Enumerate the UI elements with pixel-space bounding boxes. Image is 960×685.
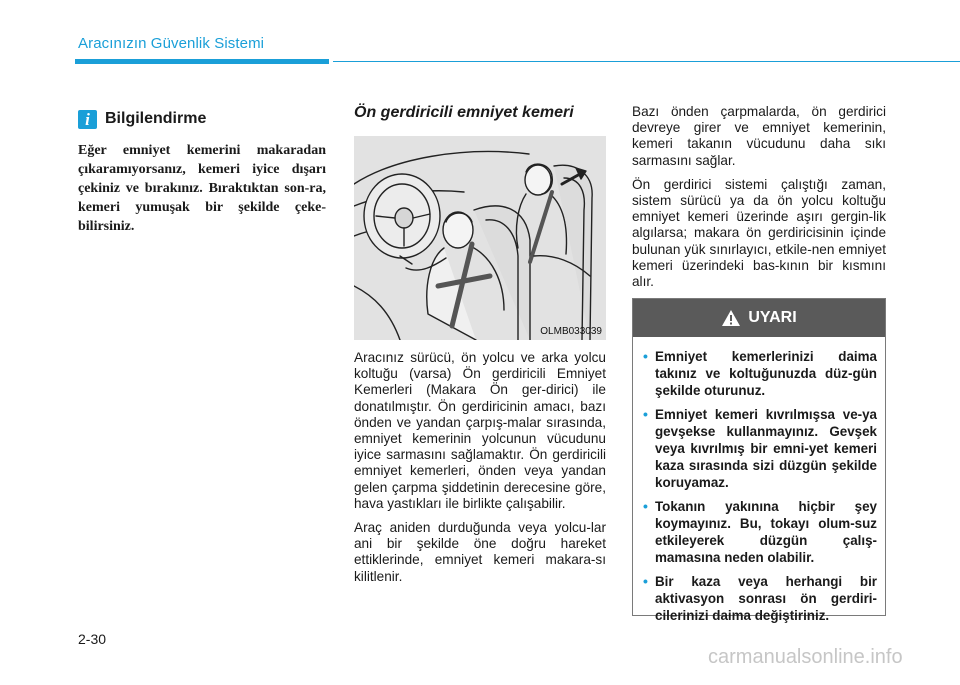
bullet-icon: • [643, 348, 648, 364]
info-note-title: Bilgilendirme [105, 110, 207, 127]
bullet-icon: • [643, 573, 648, 589]
warning-item: • Emniyet kemerlerinizi daima takınız ve koltuğunuzda düz-gün şekilde oturunuz. [643, 348, 877, 398]
watermark: carmanualsonline.info [708, 646, 903, 668]
section-title: Ön gerdiricili emniyet kemeri [354, 104, 574, 121]
info-note-header [78, 108, 326, 130]
info-icon: i [78, 110, 97, 129]
page-number: 2-30 [78, 631, 107, 647]
section-paragraph-2: Araç aniden durduğunda veya yolcu-lar ani bir şekilde öne doğru hareket ettiklerinde, emniyet kemeri makara-sı kilitlenir. [354, 520, 606, 584]
right-paragraph-1: Bazı önden çarpmalarda, ön gerdirici devreye girer ve emniyet kemerinin, kemeri takanın vücudunu daha sıkı sarmasını sağlar. [632, 104, 886, 168]
right-paragraph-2: Ön gerdirici sistemi çalıştığı zaman, sistem sürücü ya da ön yolcu koltuğu emniyet kemeri üzerinde aşırı gergin-lik algılarsa; makara ön gerdiricisinin içinde bulunan yük sınırlayıcı, etkile-nen emniyet kemeri üzerindeki bas-kının bir kısmını alır. [632, 176, 886, 290]
car-interior-drawing [354, 136, 606, 340]
section-paragraph-1: Aracınız sürücü, ön yolcu ve arka yolcu koltuğu (varsa) Ön gerdiricili Emniyet Kemerleri (Makara Ön ger-dirici) ile donatılmıştır. Ön gerdiricinin amacı, bazı önden ve yandan çarpış-malar sırasında, emniyet kemerinin yolcunun vücudunu iyice sarmasını sağlamaktır. Ön gerdiricili emniyet kemerleri, önden veya yandan gelen çarpma şiddetinin derecesine göre, hava yastıkları ile birlikte çalışabilir. [354, 350, 606, 511]
warning-list [633, 337, 885, 624]
warning-triangle-icon [721, 309, 741, 327]
right-column-text [632, 104, 886, 298]
header-rule-thick [75, 59, 329, 64]
seatbelt-illustration [354, 136, 606, 340]
figure-code: OLMB033039 [540, 326, 602, 337]
warning-item: • Bir kaza veya herhangi bir aktivasyon sonrası ön gerdiri-cilerinizi daima değiştiriniz. [643, 573, 877, 623]
bullet-icon: • [643, 406, 648, 422]
warning-item: • Tokanın yakınına hiçbir şey koymayınız. Bu, tokayı olum-suz etkileyerek düzgün çalış-mamasına neden olabilir. [643, 498, 877, 565]
info-note-body: Eğer emniyet kemerini makaradan çıkaramıyorsanız, kemeri iyice dışarı çekiniz ve bırakınız. Bıraktıktan son-ra, kemeri yumuşak bir şekilde çeke-bilirsiniz. [78, 143, 326, 234]
warning-title: UYARI [748, 309, 797, 326]
bullet-icon: • [643, 498, 648, 514]
pretensioner-section [354, 104, 606, 593]
warning-item: • Emniyet kemeri kıvrılmışsa ve-ya gevşekse kullanmayınız. Gevşek veya kıvrılmış bir emni-yet kemeri kaza sırasında sizi düzgün şekilde koruyamaz. [643, 406, 877, 490]
info-note [78, 108, 326, 236]
section-text [354, 350, 606, 585]
header-rule-thin [333, 61, 960, 62]
warning-box [632, 298, 886, 623]
warning-header [633, 299, 885, 337]
section-header-title: Aracınızın Güvenlik Sistemi [78, 35, 265, 52]
